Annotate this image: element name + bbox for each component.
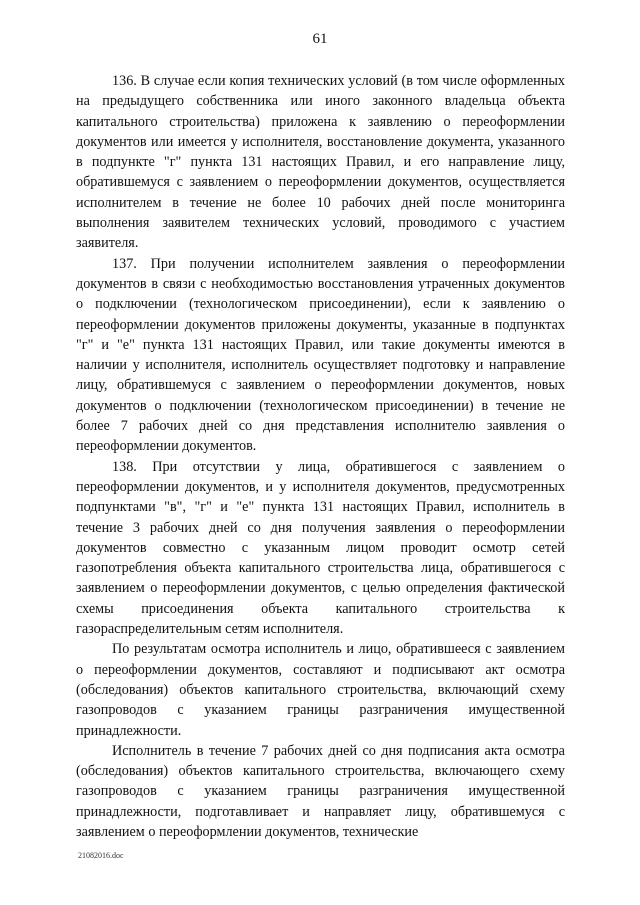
paragraph-138: 138. При отсутствии у лица, обратившегося с заявлением о переоформлении документов, и у исполнителя документов, предусмотренных подпунктами "в", "г" и "е" пункта 131 настоящих Правил, исполнитель в течение 3 рабочих дней со дня получения заявления о переоформлении документов совместно с указанным лицом проводит осмотр сетей газопотребления объекта капитального строительства лица, обратившегося с заявлением о переоформлении документов, с целью определения фактической схемы присоединения объекта капитального строительства к газораспределительным сетям исполнителя. bbox=[76, 458, 565, 638]
paragraph-executor-deadline: Исполнитель в течение 7 рабочих дней со дня подписания акта осмотра (обследования) объектов капитального строительства, включающего схему газопроводов с указанием границы разграничения имущественной принадлежности, подготавливает и направляет лицу, обратившемуся с заявлением о переоформлении документов, технические bbox=[76, 742, 565, 840]
paragraph-136: 136. В случае если копия технических условий (в том числе оформленных на предыдущего собственника или иного законного владельца объекта капитального строительства) приложена к заявлению о переоформлении документов или имеется у исполнителя, восстановление документа, указанного в подпункте "г" пункта 131 настоящих Правил, и его направление лицу, обратившемуся с заявлением о переоформлении документов, осуществляется исполнителем в течение не более 10 рабочих дней после мониторинга выполнения заявителем технических условий, проводимого с участием заявителя. bbox=[76, 73, 565, 252]
document-body bbox=[76, 71, 565, 842]
paragraph-inspection-results: По результатам осмотра исполнитель и лицо, обратившееся с заявлением о переоформлении документов, составляют и подписывают акт осмотра (обследования) объектов капитального строительства, включающий схему газопроводов с указанием границы разграничения имущественной принадлежности. bbox=[76, 641, 565, 739]
footer-filename: 21082016.doc bbox=[78, 851, 124, 860]
paragraph-137: 137. При получении исполнителем заявления о переоформлении документов в связи с необходимостью восстановления утраченных документов о подключении (технологическом присоединении), если к заявлению о переоформлении документов приложены документы, указанные в подпунктах "г" и "е" пункта 131 настоящих Правил, или такие документы имеются в наличии у исполнителя, исполнитель осуществляет подготовку и направление лицу, обратившемуся с заявлением о переоформлении документов, новых документов о подключении (технологическом присоединении) в течение не более 7 рабочих дней со дня представления исполнителю заявления о переоформлении документов. bbox=[76, 255, 565, 455]
page-number: 61 bbox=[312, 31, 328, 47]
